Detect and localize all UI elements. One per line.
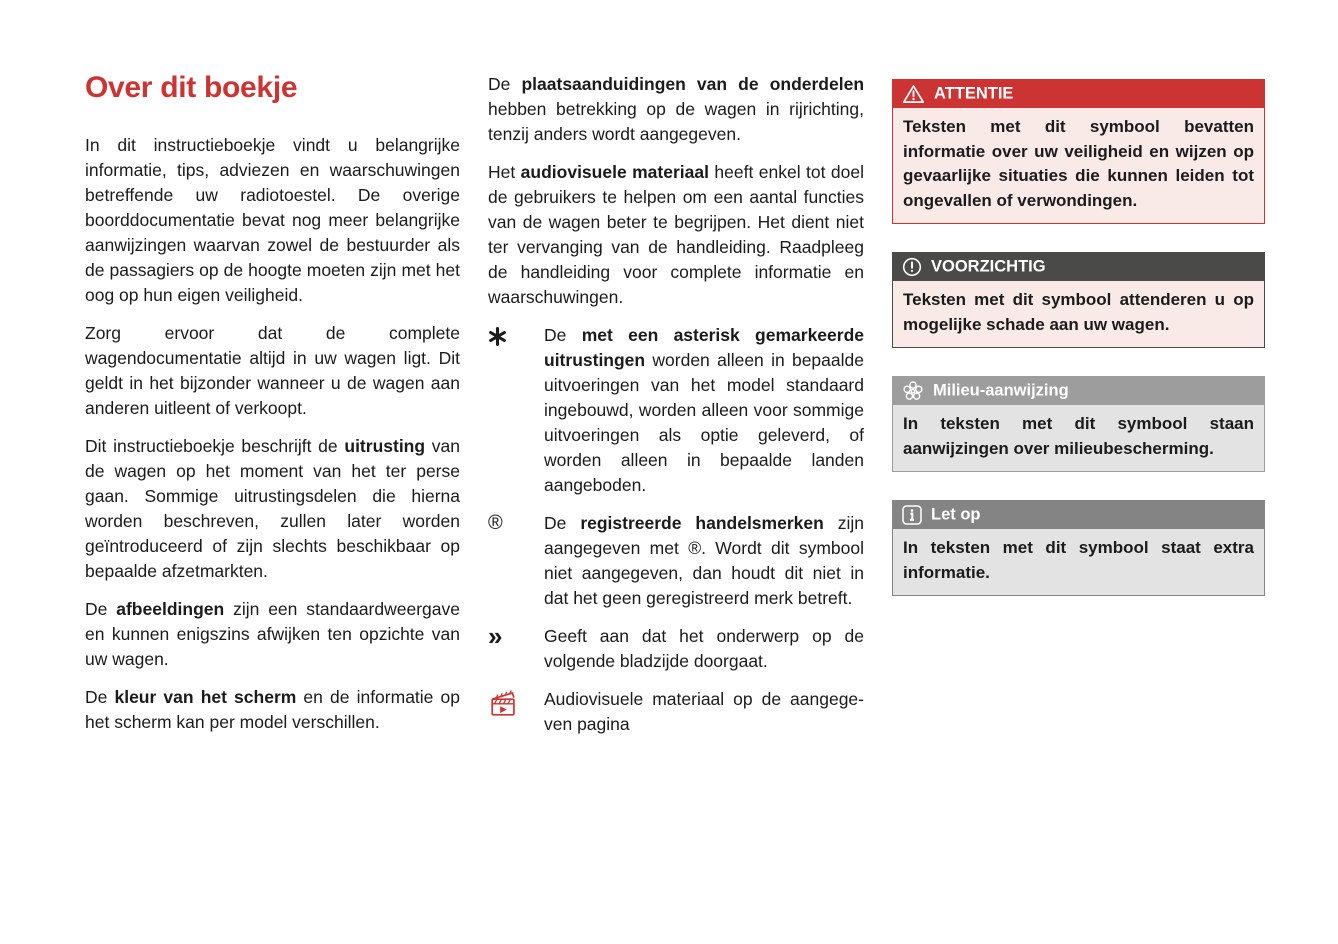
warning-triangle-icon [902, 84, 925, 104]
paragraph-screen-color: De kleur van het scherm en de informatie op het scherm kan per model verschillen. [85, 686, 460, 732]
asterisk-icon [488, 323, 544, 346]
callout-let-op-body [893, 529, 1264, 595]
callout-voorzichtig-body [893, 281, 1264, 347]
callout-title: VOORZICHTIG [931, 257, 1046, 276]
symbol-item-text: De registreerde handelsmerken zijn aangegeven met ®. Wordt dit symbool niet aangegeven, dan houdt dit niet in dat het geen geregistreerd merk betreft. [544, 513, 865, 608]
symbol-item-text: De met een asterisk gemarkeerde uitrustingen worden alleen in bepaalde uitvoeringen van het model standaard ingebouwd, worden alleen voor sommige uitvoeringen als optie geleverd, of worden alleen in bepaalde landen aangeboden. [544, 325, 865, 495]
callout-attentie [892, 79, 1265, 224]
symbol-item-audiovisual [488, 687, 864, 737]
paragraph-equipment: Dit instructieboekje beschrijft de uitrusting van de wagen op het moment van het ter perse gaan. Sommige uitrustingsdelen die hierna worden beschreven, zullen later worden geïntroduceerd of zijn slechts beschikbaar op bepaalde afzetmarkten. [85, 435, 461, 581]
registered-trademark-symbol: ® [488, 512, 503, 534]
flower-icon [902, 380, 924, 402]
paragraph-locations: De plaatsaanduidingen van de onderdelen hebben betrekking op de wagen in rijrichting, tenzij anders wordt aangegeven. [488, 74, 865, 144]
clapperboard-icon [488, 687, 544, 719]
callout-voorzichtig-header [893, 253, 1264, 281]
callout-let-op [892, 500, 1265, 596]
callout-milieu-body [893, 405, 1264, 471]
callout-attentie-body [893, 108, 1264, 223]
callout-text: Teksten met dit symbool attenderen u op mogelijke schade aan uw wagen. [903, 290, 1254, 334]
callout-milieu-header [893, 377, 1264, 405]
callout-attentie-header [893, 80, 1264, 108]
callout-milieu-aanwijzing [892, 376, 1265, 472]
symbol-item-registered [488, 511, 864, 611]
symbol-item-continuation [488, 621, 864, 674]
symbol-item-text: Audiovisuele materiaal op de aangegeven pagina [544, 689, 864, 734]
paragraph-images: De afbeeldingen zijn een standaardweergave en kunnen enigszins afwijken ten opzichte van uw wagen. [85, 598, 460, 669]
callout-title: ATTENTIE [934, 84, 1014, 103]
left-column [85, 72, 460, 750]
callout-let-op-header [893, 501, 1264, 529]
callout-text: In teksten met dit symbool staat extra informatie. [903, 538, 1254, 582]
paragraph-documentation: Zorg ervoor dat de complete wagendocumentatie altijd in uw wagen ligt. Dit geldt in het bijzonder wanneer u de wagen aan anderen uitleent of verkoopt. [85, 322, 460, 418]
page-title: Over dit boekje [85, 71, 298, 104]
middle-column [488, 72, 864, 750]
symbol-item-text: Geeft aan dat het onderwerp op de volgende bladzijde doorgaat. [544, 626, 864, 671]
callout-voorzichtig [892, 252, 1265, 348]
callout-text: In teksten met dit symbool staan aanwijzingen over milieubescherming. [903, 414, 1254, 458]
paragraph-intro: In dit instructieboekje vindt u belangrijke informatie, tips, adviezen en waarschuwingen betreffende uw radiotoestel. De overige boorddocumentatie bevat nog meer belangrijke aanwijzingen waarvan zowel de bestuurder als de passagiers op de hoogte moeten zijn met het oog op hun eigen veiligheid. [85, 134, 460, 305]
symbol-item-asterisk [488, 323, 864, 498]
callout-title: Let op [931, 505, 981, 524]
callout-title: Milieu-aanwijzing [933, 381, 1069, 400]
callout-column [892, 72, 1265, 750]
paragraph-audiovisual: Het audiovisuele materiaal heeft enkel tot doel de gebruikers te helpen om een aantal functies van de wagen beter te begrijpen. Het dient niet ter vervanging van de handleiding. Raadpleeg de handleiding voor complete informatie en waarschuwingen. [488, 162, 864, 307]
circle-exclamation-icon [902, 257, 922, 277]
double-chevron-symbol: » [488, 621, 500, 651]
info-icon [902, 505, 922, 525]
callout-text: Teksten met dit symbool bevatten informatie over uw veiligheid en wijzen op gevaarlijke situaties die kunnen leiden tot ongevallen of verwondingen. [903, 117, 1254, 210]
